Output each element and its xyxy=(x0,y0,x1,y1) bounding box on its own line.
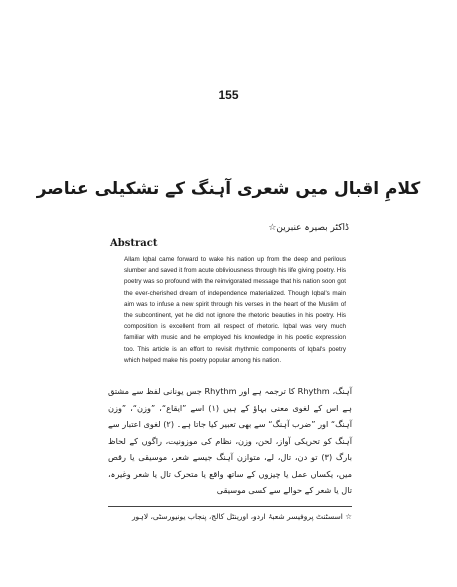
footnote-divider xyxy=(108,506,352,507)
footnote: ☆ اسسٹنٹ پروفیسر شعبۂ اردو، اورینٹل کالج، پنجاب یونیورسٹی، لاہور xyxy=(131,512,352,521)
page-number: 155 xyxy=(218,88,239,102)
abstract-heading: Abstract xyxy=(110,238,158,249)
urdu-body-text: آہنگ، Rhythm کا ترجمہ ہے اور Rhythm جس یونانی لفظ سے مشتق ہے اس کے لغوی معنی بہاؤ کے ہیں (۱) اسے ”ایقاع“، ”وزن“، ”وزن آہنگ“ اور ”ضرب آہنگ“ سے بھی تعبیر کیا جاتا ہے۔ (۲) لغوی اعتبار سے آہنگ کو تحریکی آواز، لحن، وزن، نظام کی موزونیت، راگوں کے لحاظ بارگ (۳) تو دن، تال، لے، متوازن آہنگ جیسے شعر، موسیقی یا رقص میں، یکساں عمل یا چیزوں کے ساتھ واقع یا متحرک تال یا شعر وغیرہ، تال یا شعر کے حوالے سے کسی موسیقی xyxy=(108,386,353,495)
article-title: کلامِ اقبال میں شعری آہنگ کے تشکیلی عناصر xyxy=(36,179,421,199)
author-name: ڈاکٹر بصیرہ عنبرین☆ xyxy=(268,223,349,233)
abstract-body: Allam Iqbal came forward to wake his nation up from the deep and perilous slumber and saved it from acute obliviousness through his life giving poetry. His poetry was so profound with the reinvigorated message that his nation soon got the ever-cherished dream of independence materialized. Though Iqbal's main aim was to infuse a new spirit through his verses in the heart of the Muslim of the subcontinent, yet he did not ignore the rhetoric beauties in his poetry. His composition is excellent from all respect of rhetoric. Iqbal was very much familiar with music and he employed his knowledge in his poetic expression too. This article is an effort to revisit rhythmic components of Iqbal's poetry which helped make his poetry popular among his nation. xyxy=(124,256,346,364)
